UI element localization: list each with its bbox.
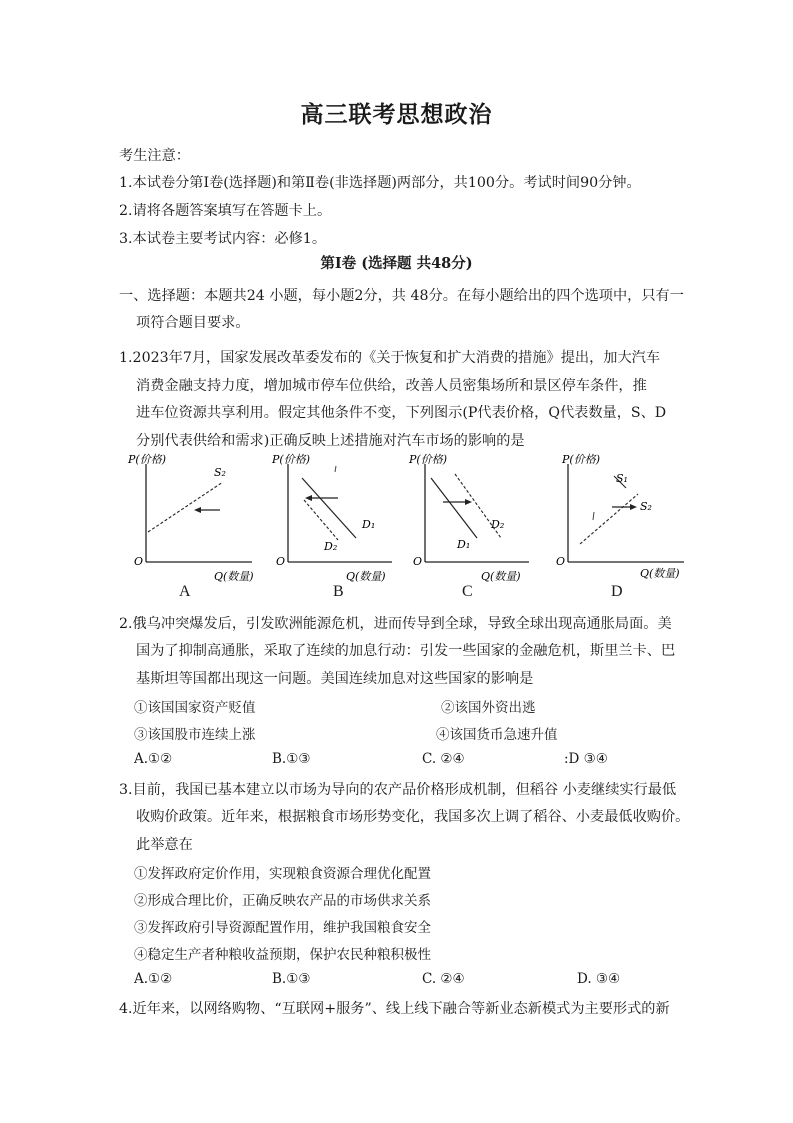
section-instruction: 一、选择题：本题共24 小题，每小题2分，共 48分。在每小题给出的四个选项中，只有一 [119,288,684,304]
notice-item: 2.请将各题答案填写在答题卡上。 [119,203,332,219]
q4-stem-line: 4.近年来，以网络购物、“互联网+服务”、线上线下融合等新业态新模式为主要形式的新 [119,1001,670,1017]
q3-stem-line: 此举意在 [136,837,193,853]
q2-statement: ③该国股市连续上涨 [134,727,256,743]
y-axis-label: P(价格) [128,453,166,466]
q3-choice-c[interactable]: C. ②④ [422,971,465,987]
chart-option-label-d: D [611,583,623,600]
q3-stem-line: 收购价政策。近年来，根据粮食市场形势变化，我国多次上调了稻谷、小麦最低收购价。 [136,809,690,825]
demand-curve-d2 [304,500,338,540]
q3-choice-a[interactable]: A.①② [134,971,173,987]
q3-statement: ②形成合理比价，正确反映农产品的市场供求关系 [134,893,431,909]
arrow-head [465,499,472,505]
chart-option-c [405,452,535,586]
q3-choice-d[interactable]: D. ③④ [577,971,621,987]
chart-option-d [548,452,688,586]
chart-option-a [120,452,260,586]
curve-label-s2: S₂ [214,466,226,479]
q3-choice-b[interactable]: B.①③ [272,971,311,987]
chart-option-label-a: A [179,583,191,600]
q2-statement: ④该国货币急速升值 [436,727,558,743]
q3-stem-line: 3.目前，我国已基本建立以市场为导向的农产品价格形成机制，但稻谷 小麦继续实行最低 [119,782,677,798]
y-axis-label: P(价格) [409,453,447,466]
notice-heading: 考生注意： [119,148,190,164]
q2-choice-a[interactable]: A.①② [134,751,173,767]
q1-stem-line: 进车位资源共享利用。假定其他条件不变，下列图示(P代表价格，Q代表数量，S、D [136,405,667,421]
curve-label-d2: D₂ [491,518,505,531]
x-axis-label: Q(数量) [640,567,680,580]
chart-option-label-b: B [333,583,344,600]
q2-stem-line: 国为了抑制高通胀，采取了连续的加息行动：引发一些国家的金融危机，斯里兰卡、巴 [136,643,676,659]
curve-label-s2: S₂ [640,500,652,513]
q2-choice-b[interactable]: B.①③ [272,751,311,767]
x-axis-label: Q(数量) [481,570,521,582]
q2-choice-d[interactable]: :D ③④ [564,751,608,767]
y-axis-label: P(价格) [272,453,310,466]
exam-title: 高三联考思想政治 [300,101,493,128]
origin-label: O [413,555,423,568]
notice-item: 1.本试卷分第Ⅰ卷(选择题)和第Ⅱ卷(非选择题)两部分，共100分。考试时间90分钟。 [119,175,641,191]
curve-label-d2: D₂ [324,540,338,553]
arrow-head [194,507,201,513]
y-axis-label: P(价格) [562,453,600,466]
x-axis-label: Q(数量) [214,570,254,582]
q3-statement: ①发挥政府定价作用，实现粮食资源合理优化配置 [134,866,431,882]
curve-label-d1: D₁ [362,518,376,531]
q1-stem-line: 1.2023年7月，国家发展改革委发布的《关于恢复和扩大消费的措施》提出，加大汽车 [119,350,661,366]
section-title: 第Ⅰ卷 (选择题 共48分) [320,255,473,272]
origin-label: O [134,555,144,568]
arrow-head [305,495,312,501]
arrow-head [630,504,637,510]
q2-statement: ②该国外资出逃 [441,700,536,716]
x-axis-label: Q(数量) [346,570,386,582]
q1-stem-line: 分别代表供给和需求)正确反映上述措施对汽车市场的影响的是 [136,433,525,449]
supply-curve-s2 [580,494,638,544]
q1-stem-line: 消费金融支持力度，增加城市停车位供给，改善人员密集场所和景区停车条件，推 [136,378,647,394]
curve-label-d1: D₁ [457,538,471,551]
notice-item: 3.本试卷主要考试内容：必修1。 [119,231,327,247]
section-instruction: 项符合题目要求。 [136,315,250,331]
q2-stem-line: 2.俄乌冲突爆发后，引发欧洲能源危机，进而传导到全球，导致全球出现高通胀局面。美 [119,616,672,632]
curve-label-s1: S₁ [616,472,628,485]
demand-curve-d1 [431,478,477,538]
mark [335,466,336,472]
q3-statement: ④稳定生产者种粮收益预期，保护农民种粮积极性 [134,947,431,963]
chart-option-b [268,452,398,586]
origin-label: O [556,555,566,568]
supply-curve-s2 [148,482,223,532]
q2-statement: ①该国国家资产贬值 [134,700,256,716]
chart-option-label-c: C [462,583,473,600]
q2-stem-line: 基斯坦等国都出现这一问题。美国连续加息对这些国家的影响是 [136,671,534,687]
mark [593,512,594,520]
q3-statement: ③发挥政府引导资源配置作用，维护我国粮食安全 [134,920,431,936]
origin-label: O [276,555,286,568]
q2-choice-c[interactable]: C. ②④ [422,751,465,767]
